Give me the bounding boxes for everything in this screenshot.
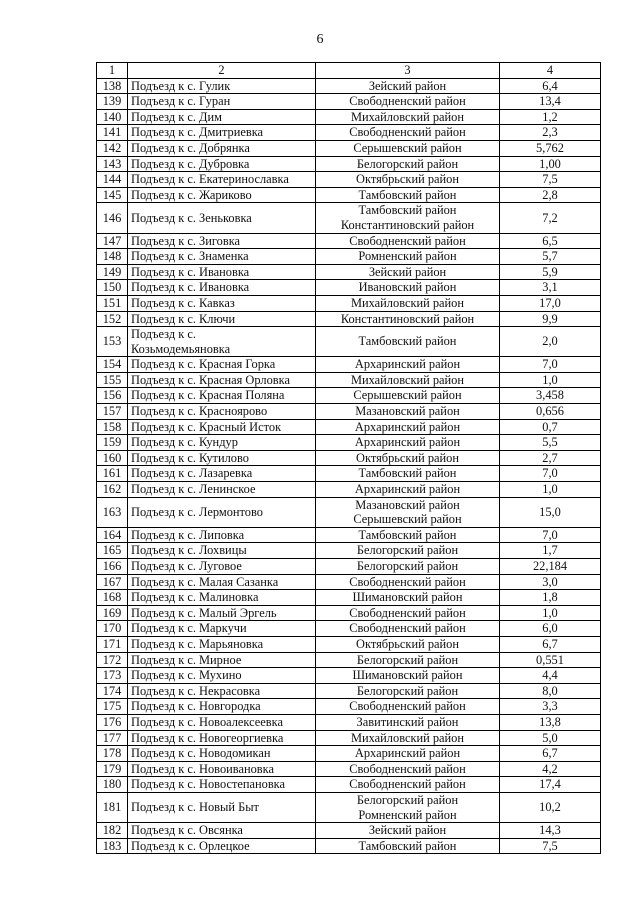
road-name: Подъезд к с. Красная Орловка [128,372,316,388]
road-name: Подъезд к с. Зеньковка [128,203,316,233]
road-name: Подъезд к с. Дубровка [128,156,316,172]
road-length: 9,9 [500,311,601,327]
table-row [97,466,601,482]
road-name: Подъезд к с. Ключи [128,311,316,327]
road-name: Подъезд к с. Жариково [128,187,316,203]
district-name [316,203,500,233]
district-name [316,249,500,265]
table-row [97,652,601,668]
row-number: 146 [97,203,128,233]
road-length: 15,0 [500,497,601,527]
page-number: 6 [316,32,324,47]
table-row [97,838,601,854]
table-row [97,109,601,125]
district-name [316,761,500,777]
road-length: 1,0 [500,482,601,498]
district-name [316,652,500,668]
district-name [316,435,500,451]
district-name-line: Мазановский район [355,497,460,512]
road-length: 10,2 [500,792,601,822]
district-name [316,466,500,482]
road-name: Подъезд к с. Екатеринославка [128,172,316,188]
road-name: Подъезд к с. Гуран [128,94,316,110]
row-number: 173 [97,668,128,684]
row-number: 155 [97,372,128,388]
row-number: 143 [97,156,128,172]
district-name-line: Тамбовский район [358,838,457,853]
district-name-line: Архаринский район [354,419,461,434]
table-row [97,140,601,156]
district-name-line: Зейский район [368,264,447,279]
road-length: 3,0 [500,574,601,590]
road-length: 2,7 [500,450,601,466]
road-name: Подъезд к с. Малиновка [128,590,316,606]
row-number: 145 [97,187,128,203]
district-name-line: Зейский район [368,823,447,838]
road-length: 7,5 [500,838,601,854]
district-name [316,823,500,839]
row-number: 177 [97,730,128,746]
row-number: 166 [97,559,128,575]
table-row [97,327,601,357]
row-number: 176 [97,714,128,730]
district-name [316,233,500,249]
row-number: 183 [97,838,128,854]
table-row [97,94,601,110]
district-name-line: Свободненский район [349,125,466,140]
district-name [316,172,500,188]
row-number: 153 [97,327,128,357]
row-number: 180 [97,777,128,793]
road-name: Подъезд к с. Малый Эргель [128,605,316,621]
row-number: 152 [97,311,128,327]
road-name: Подъезд к с. Кавказ [128,295,316,311]
column-header-number: 1 [97,63,128,79]
road-length: 22,184 [500,559,601,575]
district-name-line: Октябрьский район [356,450,459,465]
road-name: Подъезд к с. Малая Сазанка [128,574,316,590]
road-name: Подъезд к с. Липовка [128,527,316,543]
table-row [97,730,601,746]
district-name [316,714,500,730]
road-name: Подъезд к с. Кундур [128,435,316,451]
district-name-line: Тамбовский район [358,527,457,542]
road-length: 8,0 [500,683,601,699]
road-name: Подъезд к с. Лохвицы [128,543,316,559]
road-name: Подъезд к с. Красный Исток [128,419,316,435]
road-name: Подъезд к с. Мухино [128,668,316,684]
district-name-line: Серышевский район [353,140,462,155]
district-name [316,527,500,543]
row-number: 141 [97,125,128,141]
road-name: Подъезд к с. Новоивановка [128,761,316,777]
road-length: 7,0 [500,357,601,373]
district-name-line: Октябрьский район [356,636,459,651]
road-name: Подъезд к с. Маркучи [128,621,316,637]
road-name: Подъезд к с. Зиговка [128,233,316,249]
road-name: Подъезд к с. Ивановка [128,280,316,296]
road-length: 5,0 [500,730,601,746]
district-name [316,636,500,652]
row-number: 151 [97,295,128,311]
table-row [97,388,601,404]
district-name-line: Архаринский район [354,357,461,372]
district-name-line: Михайловский район [351,730,464,745]
road-name: Подъезд к с. Новогеоргиевка [128,730,316,746]
road-length: 17,4 [500,777,601,793]
row-number: 144 [97,172,128,188]
table-row [97,683,601,699]
table-header-row [97,63,601,79]
row-number: 154 [97,357,128,373]
table-row [97,621,601,637]
district-name [316,156,500,172]
district-name-line: Шимановский район [352,590,463,605]
district-name [316,838,500,854]
district-name [316,497,500,527]
road-length: 6,4 [500,78,601,94]
road-name: Подъезд к с. Лазаревка [128,466,316,482]
table-row [97,823,601,839]
district-name [316,621,500,637]
road-length: 13,8 [500,714,601,730]
district-name-line: Тамбовский район [358,203,457,218]
district-name-line: Зейский район [368,78,447,93]
road-name: Подъезд к с. Красная Горка [128,357,316,373]
district-name-line: Свободненский район [349,233,466,248]
row-number: 170 [97,621,128,637]
table-row [97,482,601,498]
road-length: 14,3 [500,823,601,839]
row-number: 158 [97,419,128,435]
row-number: 156 [97,388,128,404]
district-name [316,419,500,435]
road-length: 3,3 [500,699,601,715]
table-row [97,435,601,451]
district-name [316,605,500,621]
roads-table [96,62,601,854]
district-name [316,450,500,466]
district-name [316,668,500,684]
road-name: Подъезд к с. Ивановка [128,264,316,280]
row-number: 172 [97,652,128,668]
district-name [316,372,500,388]
road-name: Подъезд к с. Красная Поляна [128,388,316,404]
road-length: 3,1 [500,280,601,296]
district-name-line: Тамбовский район [358,466,457,481]
table-row [97,372,601,388]
table-row [97,419,601,435]
road-name: Подъезд к с. Кутилово [128,450,316,466]
road-length: 6,5 [500,233,601,249]
table-row [97,311,601,327]
road-name: Подъезд к с. Новый Быт [128,792,316,822]
road-length: 5,5 [500,435,601,451]
district-name [316,187,500,203]
district-name [316,311,500,327]
row-number: 162 [97,482,128,498]
district-name-line: Свободненский район [349,699,466,714]
table-row [97,280,601,296]
row-number: 167 [97,574,128,590]
district-name-line: Ромненский район [358,249,457,264]
table-row [97,295,601,311]
district-name [316,543,500,559]
road-length: 0,7 [500,419,601,435]
district-name [316,699,500,715]
district-name [316,559,500,575]
column-header-road: 2 [128,63,316,79]
district-name-line: Архаринский район [354,435,461,450]
district-name-line: Завитинский район [356,714,459,729]
road-length: 2,8 [500,187,601,203]
district-name-line: Михайловский район [351,295,464,310]
row-number: 150 [97,280,128,296]
row-number: 163 [97,497,128,527]
road-length: 7,5 [500,172,601,188]
row-number: 171 [97,636,128,652]
road-name-line: Козьмодемьяновка [131,341,231,356]
road-name: Подъезд к с. Дим [128,109,316,125]
road-length: 1,7 [500,543,601,559]
row-number: 165 [97,543,128,559]
row-number: 164 [97,527,128,543]
district-name-line: Октябрьский район [356,172,459,187]
district-name-line: Белогорский район [356,543,459,558]
row-number: 147 [97,233,128,249]
road-name: Подъезд к с. Лермонтово [128,497,316,527]
road-length: 5,7 [500,249,601,265]
road-length: 6,7 [500,746,601,762]
table-row [97,574,601,590]
district-name [316,140,500,156]
table-row [97,668,601,684]
district-name-line: Белогорский район [356,683,459,698]
road-length: 2,3 [500,125,601,141]
district-name [316,792,500,822]
table-row [97,792,601,822]
district-name [316,746,500,762]
table-row [97,357,601,373]
row-number: 149 [97,264,128,280]
district-name-line: Тамбовский район [358,187,457,202]
road-name: Подъезд к с. Знаменка [128,249,316,265]
road-length: 1,0 [500,605,601,621]
table-row [97,78,601,94]
district-name-line: Шимановский район [352,668,463,683]
district-name-line: Белогорский район [356,792,459,807]
road-length: 4,2 [500,761,601,777]
district-name-line: Свободненский район [349,621,466,636]
district-name-line: Белогорский район [356,559,459,573]
district-name [316,295,500,311]
row-number: 142 [97,140,128,156]
road-name: Подъезд к с. Мирное [128,652,316,668]
road-name: Подъезд к с. Новодомикан [128,746,316,762]
district-name [316,590,500,606]
road-name: Подъезд к с. Новгородка [128,699,316,715]
road-length: 0,551 [500,652,601,668]
road-length: 17,0 [500,295,601,311]
district-name-line: Ромненский район [358,807,457,822]
table-row [97,187,601,203]
row-number: 160 [97,450,128,466]
district-name [316,94,500,110]
table-row [97,497,601,527]
district-name-line: Тамбовский район [358,334,457,349]
district-name-line: Свободненский район [349,777,466,792]
table-row [97,699,601,715]
table-row [97,450,601,466]
district-name [316,404,500,420]
road-length: 7,0 [500,466,601,482]
table-row [97,527,601,543]
district-name [316,125,500,141]
district-name [316,78,500,94]
row-number: 168 [97,590,128,606]
district-name-line: Михайловский район [351,372,464,387]
row-number: 161 [97,466,128,482]
road-name: Подъезд к с. Красноярово [128,404,316,420]
district-name [316,388,500,404]
district-name [316,264,500,280]
row-number: 175 [97,699,128,715]
table-row [97,125,601,141]
row-number: 148 [97,249,128,265]
road-name: Подъезд к с. Овсянка [128,823,316,839]
road-name: Подъезд к с. Новоалексеевка [128,714,316,730]
table-body [97,78,601,854]
road-name: Подъезд к с. Добрянка [128,140,316,156]
road-length: 3,458 [500,388,601,404]
road-name [128,327,316,357]
road-name: Подъезд к с. Луговое [128,559,316,575]
row-number: 159 [97,435,128,451]
road-length: 1,8 [500,590,601,606]
district-name [316,777,500,793]
road-name: Подъезд к с. Гулик [128,78,316,94]
district-name-line: Ивановский район [358,280,457,295]
table-row [97,249,601,265]
district-name [316,280,500,296]
road-length: 5,9 [500,264,601,280]
table-row [97,746,601,762]
road-length: 7,2 [500,203,601,233]
table-row [97,761,601,777]
table-row [97,203,601,233]
table-row [97,543,601,559]
road-length: 2,0 [500,327,601,357]
district-name-line: Архаринский район [354,482,461,497]
district-name [316,683,500,699]
district-name [316,482,500,498]
road-name: Подъезд к с. Орлецкое [128,838,316,854]
district-name-line: Мазановский район [355,404,460,419]
district-name-line: Константиновский район [340,217,475,232]
district-name [316,730,500,746]
road-name: Подъезд к с. Новостепановка [128,777,316,793]
table-row [97,590,601,606]
road-length: 1,2 [500,109,601,125]
row-number: 179 [97,761,128,777]
row-number: 174 [97,683,128,699]
road-length: 5,762 [500,140,601,156]
row-number: 157 [97,404,128,420]
district-name-line: Серышевский район [353,388,462,403]
table-row [97,172,601,188]
district-name [316,327,500,357]
district-name-line: Свободненский район [349,761,466,776]
row-number: 140 [97,109,128,125]
road-name: Подъезд к с. Некрасовка [128,683,316,699]
table-row [97,636,601,652]
road-name: Подъезд к с. Ленинское [128,482,316,498]
row-number: 181 [97,792,128,822]
table-row [97,605,601,621]
row-number: 138 [97,78,128,94]
district-name [316,109,500,125]
district-name-line: Архаринский район [354,746,461,761]
road-length: 7,0 [500,527,601,543]
road-length: 6,7 [500,636,601,652]
table-row [97,559,601,575]
table-row [97,714,601,730]
column-header-length: 4 [500,63,601,79]
district-name-line: Белогорский район [356,652,459,667]
road-length: 1,0 [500,372,601,388]
road-length: 13,4 [500,94,601,110]
road-length: 0,656 [500,404,601,420]
table-row [97,264,601,280]
row-number: 169 [97,605,128,621]
district-name-line: Свободненский район [349,605,466,620]
district-name-line: Белогорский район [356,156,459,171]
table-row [97,777,601,793]
road-length: 6,0 [500,621,601,637]
road-length: 1,00 [500,156,601,172]
table-row [97,233,601,249]
district-name [316,574,500,590]
district-name-line: Свободненский район [349,94,466,109]
district-name-line: Серышевский район [353,512,462,527]
road-name-line: Подъезд к с. [131,327,196,342]
column-header-district: 3 [316,63,500,79]
table-row [97,156,601,172]
road-name: Подъезд к с. Дмитриевка [128,125,316,141]
row-number: 139 [97,94,128,110]
district-name-line: Свободненский район [349,574,466,589]
road-length: 4,4 [500,668,601,684]
road-name: Подъезд к с. Марьяновка [128,636,316,652]
row-number: 178 [97,746,128,762]
district-name-line: Михайловский район [351,109,464,124]
row-number: 182 [97,823,128,839]
table-row [97,404,601,420]
district-name-line: Константиновский район [340,311,475,326]
district-name [316,357,500,373]
